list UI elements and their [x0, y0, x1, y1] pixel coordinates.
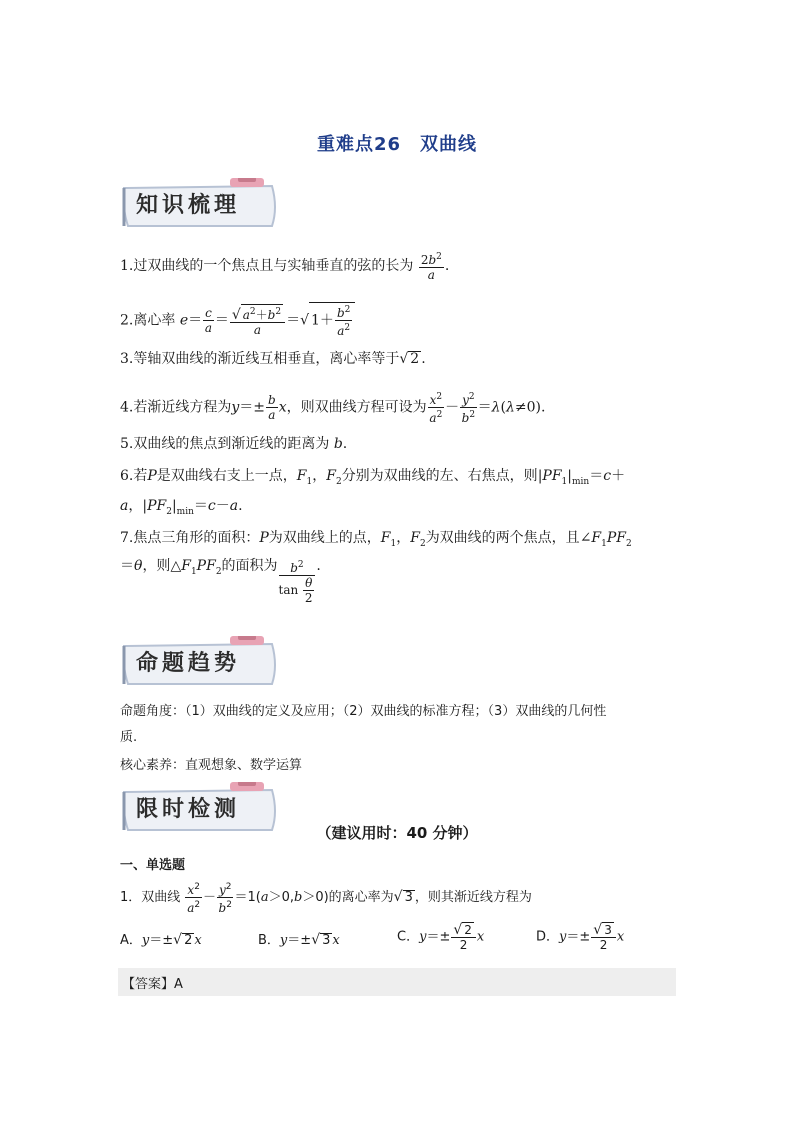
- knowledge-item-7-text-c: 为双曲线的两个焦点，且: [425, 530, 580, 546]
- section-banner-knowledge: [120, 178, 290, 230]
- part-heading: 一、单选题: [120, 858, 186, 873]
- knowledge-item-1-text: 1.过双曲线的一个焦点且与实轴垂直的弦的长为: [120, 258, 414, 274]
- knowledge-item-4-text-a: 4.若渐近线方程为: [120, 399, 232, 416]
- time-hint: （建议用时：40 分钟）: [316, 824, 478, 842]
- knowledge-item-3: 3.等轴双曲线的渐近线互相垂直，离心率等于√ 2 .: [120, 351, 426, 367]
- section-title-trend: 命题趋势: [136, 650, 241, 676]
- knowledge-item-1: 1.过双曲线的一个焦点且与实轴垂直的弦的长为 $\frac{2b^2}{a}$ .: [120, 252, 450, 282]
- answer-text: 【答案】A: [122, 977, 183, 992]
- knowledge-item-7-text-d: ，则: [142, 558, 171, 574]
- knowledge-item-4-text-b: ，则双曲线方程可设为: [286, 399, 427, 416]
- knowledge-item-2: 2.离心率 e＝ $\frac{c}{a}$ ＝ $\frac{√ a^2+b^2}{a}$ ＝√ 1＋ $\frac{b^2}{a^2}$: [120, 302, 355, 338]
- knowledge-item-4: 4.若渐近线方程为y＝± $\frac{b}{a}$ x，则双曲线方程可设为 $\frac{x^2}{a^2}$ － $\frac{y^2}{b^2}$ ＝λ(λ≠0).: [120, 392, 546, 425]
- knowledge-item-2-text: 2.离心率: [120, 312, 176, 329]
- option-a-label: A．: [120, 933, 142, 948]
- knowledge-item-5: 5.双曲线的焦点到渐近线的距离为 b.: [120, 436, 348, 452]
- section-title-knowledge: 知识梳理: [136, 192, 241, 218]
- option-d[interactable]: D．y＝± $\frac{√ 3}{2}$ x: [536, 922, 625, 952]
- option-c[interactable]: C．y＝± $\frac{√ 2}{2}$ x: [397, 922, 485, 952]
- section-title-test: 限时检测: [136, 796, 241, 822]
- knowledge-item-7: 7.焦点三角形的面积：P为双曲线上的点，$F_1$，$F_2$为双曲线的两个焦点，且$\angle F_1PF_2$: [120, 530, 632, 549]
- option-a[interactable]: A．y＝±√ 2 x: [120, 932, 202, 948]
- knowledge-item-5-text: 5.双曲线的焦点到渐近线的距离为: [120, 436, 330, 452]
- knowledge-item-6-cont: a，$|PF_2|_{min}=c-a$.: [120, 498, 243, 517]
- option-d-label: D．: [536, 929, 560, 945]
- question-1-suffix: ，则其渐近线方程为: [414, 890, 532, 905]
- question-1-mid: 的离心率为: [328, 890, 394, 905]
- page-title: 重难点26 双曲线: [316, 134, 478, 155]
- section-banner-trend: [120, 636, 290, 688]
- knowledge-item-6-text-b: 是双曲线右支上一点，: [156, 468, 297, 484]
- option-b-label: B．: [258, 933, 280, 948]
- question-1-prefix: 1．双曲线: [120, 890, 181, 905]
- answer-box: [118, 968, 676, 996]
- knowledge-item-7-text-e: 的面积为: [221, 558, 278, 574]
- knowledge-item-7-text-b: 为双曲线上的点，: [268, 530, 381, 546]
- knowledge-item-6: 6.若P是双曲线右支上一点，$F_1$，$F_2$分别为双曲线的左、右焦点，则$|PF_1|_{min}=c+$: [120, 468, 626, 487]
- knowledge-item-6-text-c: 分别为双曲线的左、右焦点，则: [341, 468, 538, 484]
- option-c-label: C．: [397, 929, 420, 945]
- trend-line-3: 核心素养：直观想象、数学运算: [120, 758, 303, 773]
- trend-line-2: 质.: [120, 730, 138, 745]
- knowledge-item-7-cont: ＝θ，则$\triangle F_1PF_2$的面积为 $b^2$ tan $\frac{\theta}{2}$ .: [120, 558, 321, 605]
- knowledge-item-3-text: 3.等轴双曲线的渐近线互相垂直，离心率等于: [120, 351, 400, 367]
- question-1: 1．双曲线 $\frac{x^2}{a^2}$ － $\frac{y^2}{b^2}$ ＝1(a＞0,b＞0)的离心率为√ 3 ，则其渐近线方程为: [120, 882, 532, 915]
- option-b[interactable]: B．y＝±√ 3 x: [258, 932, 340, 948]
- knowledge-item-7-text-a: 7.焦点三角形的面积: [120, 530, 246, 546]
- trend-line-1: 命题角度：（1）双曲线的定义及应用；（2）双曲线的标准方程；（3）双曲线的几何性: [120, 704, 607, 719]
- knowledge-item-6-text-a: 6.若: [120, 468, 148, 484]
